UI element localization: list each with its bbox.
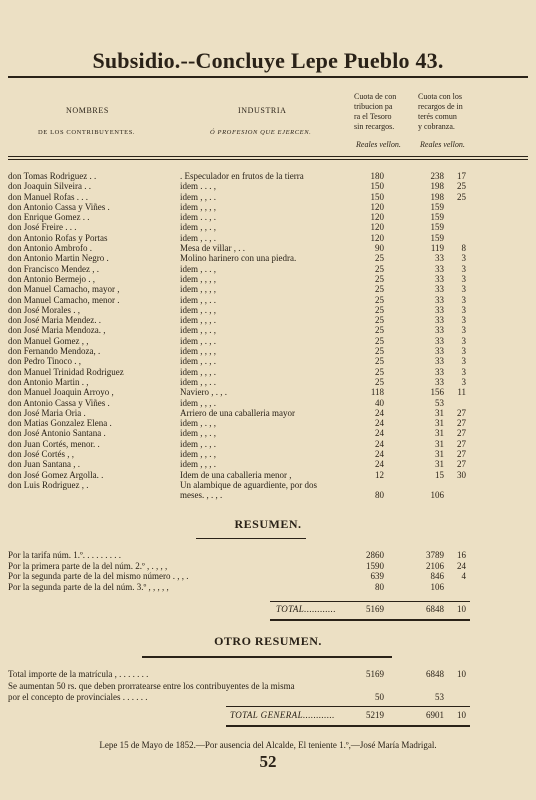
contributor-name: don Antonio Ambrofo . bbox=[8, 243, 93, 254]
cuota-cell: 25 bbox=[375, 273, 384, 284]
header-cuota1-line: tribucion pa bbox=[354, 102, 393, 111]
contributor-name: don Luis Rodriguez , . bbox=[8, 479, 89, 490]
recargo-cell: 31 bbox=[435, 428, 444, 439]
recargo-cell: 33 bbox=[435, 346, 444, 357]
recargo-cent-cell: 3 bbox=[461, 356, 466, 367]
header-reales-2: Reales vellon. bbox=[420, 140, 465, 149]
resumen-total-cuota: 5169 bbox=[366, 604, 384, 614]
otro-total-rule-top bbox=[226, 706, 470, 707]
contributor-name: don José Maria Mendez. . bbox=[8, 315, 101, 326]
recargo-cent-cell: 3 bbox=[461, 376, 466, 387]
header-industria-sub: Ó PROFESION QUE EJERCEN. bbox=[210, 129, 312, 136]
otro-total-rule-bottom bbox=[226, 725, 470, 727]
industry-cell: meses. , . , . bbox=[180, 490, 223, 501]
contributor-name: don Manuel Joaquin Arroyo , bbox=[8, 387, 114, 398]
recargo-cell: 33 bbox=[435, 315, 444, 326]
header-cuota2-line: y cobranza. bbox=[418, 122, 455, 131]
table-row bbox=[0, 459, 536, 469]
header-cuota2-line: recargos de in bbox=[418, 102, 463, 111]
industry-cell: idem , , , . bbox=[180, 397, 216, 408]
industry-cell: Un alambique de aguardiente, por dos bbox=[180, 479, 317, 490]
table-row bbox=[0, 233, 536, 243]
contributor-name: don José Cortés , , bbox=[8, 449, 74, 460]
table-row bbox=[0, 181, 536, 191]
contributor-name: don Juan Santana , . bbox=[8, 459, 80, 470]
cuota-cell: 25 bbox=[375, 315, 384, 326]
contributor-name: don Manuel Camacho, menor . bbox=[8, 294, 120, 305]
table-row bbox=[0, 449, 536, 459]
contributor-name: don Antonio Cassa y Viñes . bbox=[8, 397, 110, 408]
table-row bbox=[0, 418, 536, 428]
header-cuota2-line: terés comun bbox=[418, 112, 457, 121]
contributor-name: don José Maria Mendoza. , bbox=[8, 325, 106, 336]
industry-cell: idem , , . , bbox=[180, 222, 216, 233]
recargo-cell: 33 bbox=[435, 273, 444, 284]
cuota-cell: 12 bbox=[375, 469, 384, 480]
table-row bbox=[0, 470, 536, 480]
header-cuota1-line: ra el Tesoro bbox=[354, 112, 392, 121]
recargo-cent-cell: 11 bbox=[457, 387, 466, 398]
cuota-cell: 120 bbox=[370, 222, 384, 233]
contributor-name: don Manuel Rofas . . . bbox=[8, 191, 88, 202]
otro-resumen-row bbox=[0, 692, 536, 703]
otro-resumen-title-rule bbox=[142, 656, 392, 658]
header-cuota1-line: Cuota de con bbox=[354, 92, 397, 101]
industry-cell: Arriero de una caballeria mayor bbox=[180, 407, 295, 418]
recargo-cent-cell: 3 bbox=[461, 325, 466, 336]
resumen-title-rule bbox=[196, 538, 306, 539]
footer-signature: Lepe 15 de Mayo de 1852.—Por ausencia del Alcalde, El teniente 1.º,—José María Madrigal. bbox=[99, 740, 437, 750]
industry-cell: idem , . , . bbox=[180, 438, 216, 449]
resumen-row bbox=[0, 582, 536, 593]
table-row bbox=[0, 284, 536, 294]
table-row bbox=[0, 315, 536, 325]
industry-cell: idem , , , , bbox=[180, 284, 216, 295]
contributor-name: don José Maria Oria . bbox=[8, 407, 86, 418]
resumen-total-cent: 10 bbox=[457, 604, 466, 614]
recargo-cell: 33 bbox=[435, 284, 444, 295]
cuota-cell: 24 bbox=[375, 449, 384, 460]
cuota-cell: 25 bbox=[375, 346, 384, 357]
recargo-cell: 33 bbox=[435, 376, 444, 387]
otro-total-cent: 10 bbox=[457, 710, 466, 720]
otro-resumen-cuota: 5169 bbox=[366, 669, 384, 679]
cuota-cell: 150 bbox=[370, 181, 384, 192]
recargo-cell: 159 bbox=[430, 232, 444, 243]
table-row bbox=[0, 346, 536, 356]
resumen-total-label: TOTAL............ bbox=[276, 604, 336, 614]
cuota-cell: 120 bbox=[370, 212, 384, 223]
recargo-cell: 33 bbox=[435, 294, 444, 305]
contributor-name: don José Morales . , bbox=[8, 304, 80, 315]
contributor-name: don Pedro Tinoco . , bbox=[8, 356, 82, 367]
resumen-label: Por la primera parte de la del núm. 2.º , . , , , bbox=[8, 560, 168, 571]
resumen-row bbox=[0, 571, 536, 582]
industry-cell: idem , , , , bbox=[180, 273, 216, 284]
otro-total-row bbox=[0, 710, 536, 721]
otro-resumen-label: Total importe de la matrícula , . . . . . . . bbox=[8, 669, 149, 679]
otro-resumen-cuota: 50 bbox=[375, 692, 384, 702]
recargo-cent-cell: 25 bbox=[457, 191, 466, 202]
otro-resumen-label: por el concepto de provinciales . . . . . . bbox=[8, 692, 148, 702]
table-row bbox=[0, 243, 536, 253]
recargo-cent-cell: 3 bbox=[461, 294, 466, 305]
cuota-cell: 120 bbox=[370, 232, 384, 243]
contributor-name: don Antonio Cassa y Viñes . bbox=[8, 201, 110, 212]
table-row bbox=[0, 274, 536, 284]
resumen-title: RESUMEN. bbox=[234, 517, 302, 531]
table-row bbox=[0, 408, 536, 418]
otro-total-label: TOTAL GENERAL............ bbox=[230, 710, 335, 720]
table-row bbox=[0, 192, 536, 202]
header-cuota-con-recargos bbox=[418, 92, 480, 132]
table-row bbox=[0, 428, 536, 438]
resumen-recargo: 106 bbox=[430, 581, 444, 592]
recargo-cent-cell: 3 bbox=[461, 335, 466, 346]
recargo-cell: 31 bbox=[435, 418, 444, 429]
table-row bbox=[0, 202, 536, 212]
recargo-cell: 33 bbox=[435, 325, 444, 336]
recargo-cent-cell: 3 bbox=[461, 284, 466, 295]
contributor-name: don Tomas Rodriguez . . bbox=[8, 171, 97, 181]
contributor-name: don Fernando Mendoza, . bbox=[8, 346, 101, 357]
table-row bbox=[0, 367, 536, 377]
cuota-cell: 25 bbox=[375, 366, 384, 377]
resumen-cent: 16 bbox=[457, 550, 466, 560]
table-row bbox=[0, 356, 536, 366]
recargo-cell: 15 bbox=[435, 469, 444, 480]
resumen-cuota: 2860 bbox=[366, 550, 384, 560]
cuota-cell: 118 bbox=[370, 387, 384, 398]
recargo-cell: 198 bbox=[430, 191, 444, 202]
recargo-cell: 31 bbox=[435, 449, 444, 460]
recargo-cent-cell: 3 bbox=[461, 366, 466, 377]
recargo-cell: 156 bbox=[430, 387, 444, 398]
cuota-cell: 120 bbox=[370, 201, 384, 212]
cuota-cell: 25 bbox=[375, 376, 384, 387]
header-industria: INDUSTRIA bbox=[238, 106, 287, 115]
table-row bbox=[0, 171, 536, 181]
header-rule-2 bbox=[8, 159, 528, 160]
table-row bbox=[0, 222, 536, 232]
industry-cell: Naviero , . , . bbox=[180, 387, 227, 398]
cuota-cell: 24 bbox=[375, 459, 384, 470]
contributor-name: don José Freire . . . bbox=[8, 222, 77, 233]
resumen-row bbox=[0, 561, 536, 572]
cuota-cell: 25 bbox=[375, 356, 384, 367]
contributor-name: don José Gomez Argolla. . bbox=[8, 469, 104, 480]
cuota-cell: 24 bbox=[375, 418, 384, 429]
cuota-cell: 25 bbox=[375, 304, 384, 315]
table-row bbox=[0, 336, 536, 346]
table-row bbox=[0, 212, 536, 222]
resumen-total-recargo: 6848 bbox=[426, 604, 444, 614]
recargo-cell: 159 bbox=[430, 201, 444, 212]
contributor-name: don Francisco Mendez , . bbox=[8, 263, 99, 274]
cuota-cell: 25 bbox=[375, 335, 384, 346]
recargo-cell: 53 bbox=[435, 397, 444, 408]
recargo-cell: 33 bbox=[435, 253, 444, 264]
recargo-cent-cell: 3 bbox=[461, 304, 466, 315]
cuota-cell: 24 bbox=[375, 428, 384, 439]
otro-total-cuota: 5219 bbox=[366, 710, 384, 720]
recargo-cent-cell: 3 bbox=[461, 346, 466, 357]
cuota-cell: 180 bbox=[370, 171, 384, 181]
header-cuota2-line: Cuota con los bbox=[418, 92, 462, 101]
industry-cell: idem , , . , bbox=[180, 449, 216, 460]
cuota-cell: 25 bbox=[375, 284, 384, 295]
industry-cell: idem , , . , bbox=[180, 325, 216, 336]
recargo-cent-cell: 3 bbox=[461, 273, 466, 284]
recargo-cent-cell: 27 bbox=[457, 449, 466, 460]
header-reales-1: Reales vellon. bbox=[356, 140, 401, 149]
table-row bbox=[0, 295, 536, 305]
contributor-name: don Joaquin Silveira . . bbox=[8, 181, 91, 192]
otro-resumen-recargo: 6848 bbox=[426, 669, 444, 679]
recargo-cell: 159 bbox=[430, 222, 444, 233]
contributor-name: don Matias Gonzalez Elena . bbox=[8, 418, 112, 429]
header-cuota-sin-recargos bbox=[354, 92, 414, 132]
recargo-cell: 159 bbox=[430, 212, 444, 223]
resumen-label: Por la segunda parte de la del núm. 3.º , , , , , bbox=[8, 581, 169, 592]
recargo-cell: 106 bbox=[430, 490, 444, 501]
cuota-cell: 40 bbox=[375, 397, 384, 408]
otro-resumen-row bbox=[0, 669, 536, 680]
resumen-label: Por la tarifa núm. 1.º. . . . . . . . . bbox=[8, 550, 122, 560]
otro-total-recargo: 6901 bbox=[426, 710, 444, 720]
industry-cell: idem , , , , bbox=[180, 346, 216, 357]
industry-cell: idem , . , . bbox=[180, 335, 216, 346]
cuota-cell: 80 bbox=[375, 490, 384, 501]
industry-cell: idem , . , , bbox=[180, 304, 216, 315]
resumen-total-rule-top bbox=[270, 601, 470, 602]
table-row bbox=[0, 325, 536, 335]
otro-resumen-label: Se aumentan 50 rs. que deben prorratearse entre los contribuyentes de la misma bbox=[8, 680, 295, 691]
contributor-name: don José Antonio Santana . bbox=[8, 428, 106, 439]
header-cuota1-line: sin recargos. bbox=[354, 122, 395, 131]
table-row bbox=[0, 439, 536, 449]
otro-resumen-cent: 10 bbox=[457, 669, 466, 679]
industry-cell: idem . . , . bbox=[180, 212, 216, 223]
industry-cell: idem , , , . bbox=[180, 366, 216, 377]
contributor-name: don Antonio Martin . , bbox=[8, 376, 89, 387]
contributor-name: don Antonio Rofas y Portas bbox=[8, 232, 108, 243]
industry-cell: idem , , . . bbox=[180, 376, 216, 387]
table-row bbox=[0, 387, 536, 397]
industry-cell: idem . . . , bbox=[180, 181, 216, 192]
contributor-name: don Antonio Bermejo . , bbox=[8, 273, 95, 284]
recargo-cent-cell: 30 bbox=[457, 469, 466, 480]
contributor-name: don Manuel Trinidad Rodriguez bbox=[8, 366, 124, 377]
header-rule bbox=[8, 156, 528, 157]
resumen-cuota: 80 bbox=[375, 581, 384, 592]
recargo-cell: 31 bbox=[435, 459, 444, 470]
resumen-cent: 24 bbox=[457, 560, 466, 571]
cuota-cell: 150 bbox=[370, 191, 384, 202]
recargo-cell: 33 bbox=[435, 366, 444, 377]
otro-resumen-title: OTRO RESUMEN. bbox=[214, 634, 322, 648]
recargo-cent-cell: 27 bbox=[457, 407, 466, 418]
resumen-total-rule-bottom bbox=[270, 619, 470, 621]
industry-cell: . Especulador en frutos de la tierra bbox=[180, 171, 304, 181]
recargo-cell: 31 bbox=[435, 407, 444, 418]
resumen-total-row bbox=[0, 604, 536, 615]
recargo-cent-cell: 25 bbox=[457, 181, 466, 192]
contributor-name: don Antonio Martin Negro . bbox=[8, 253, 109, 264]
resumen-row bbox=[0, 550, 536, 561]
recargo-cent-cell: 27 bbox=[457, 459, 466, 470]
title-rule bbox=[8, 76, 528, 78]
resumen-label: Por la segunda parte de la del mismo número . , , . bbox=[8, 571, 189, 581]
recargo-cell: 119 bbox=[430, 243, 444, 254]
cuota-cell: 90 bbox=[375, 243, 384, 254]
industry-cell: idem , . . , bbox=[180, 263, 216, 274]
industry-cell: Idem de una caballeria menor , bbox=[180, 469, 292, 480]
resumen-recargo: 2106 bbox=[426, 560, 444, 571]
cuota-cell: 25 bbox=[375, 263, 384, 274]
recargo-cent-cell: 17 bbox=[457, 171, 466, 181]
recargo-cent-cell: 27 bbox=[457, 418, 466, 429]
contributor-name: don Manuel Camacho, mayor , bbox=[8, 284, 120, 295]
resumen-recargo: 3789 bbox=[426, 550, 444, 560]
recargo-cent-cell: 27 bbox=[457, 428, 466, 439]
recargo-cell: 238 bbox=[430, 171, 444, 181]
header-nombres: NOMBRES bbox=[66, 106, 109, 115]
industry-cell: Mesa de villar , . . bbox=[180, 243, 245, 254]
recargo-cent-cell: 3 bbox=[461, 263, 466, 274]
industry-cell: idem , , . , bbox=[180, 428, 216, 439]
otro-resumen-row bbox=[0, 681, 536, 692]
table-row bbox=[0, 253, 536, 263]
cuota-cell: 25 bbox=[375, 294, 384, 305]
table-row bbox=[0, 490, 536, 500]
otro-resumen-recargo: 53 bbox=[435, 692, 444, 702]
industry-cell: Molino harinero con una piedra. bbox=[180, 253, 297, 264]
contributor-name: don Juan Cortés, menor. . bbox=[8, 438, 100, 449]
industry-cell: idem , . , , bbox=[180, 418, 216, 429]
cuota-cell: 25 bbox=[375, 253, 384, 264]
recargo-cell: 33 bbox=[435, 263, 444, 274]
industry-cell: idem , . , . bbox=[180, 356, 216, 367]
recargo-cent-cell: 27 bbox=[457, 438, 466, 449]
cuota-cell: 24 bbox=[375, 438, 384, 449]
recargo-cell: 31 bbox=[435, 438, 444, 449]
table-row bbox=[0, 480, 536, 490]
recargo-cell: 33 bbox=[435, 335, 444, 346]
page-title: Subsidio.--Concluye Lepe Pueblo 43. bbox=[92, 48, 444, 73]
table-row bbox=[0, 398, 536, 408]
industry-cell: idem , , . . bbox=[180, 191, 216, 202]
header-nombres-sub: DE LOS CONTRIBUYENTES. bbox=[38, 129, 136, 136]
recargo-cell: 33 bbox=[435, 356, 444, 367]
table-row bbox=[0, 264, 536, 274]
resumen-cent: 4 bbox=[461, 571, 466, 581]
cuota-cell: 24 bbox=[375, 407, 384, 418]
industry-cell: idem , , , , bbox=[180, 201, 216, 212]
recargo-cell: 198 bbox=[430, 181, 444, 192]
resumen-cuota: 639 bbox=[370, 571, 384, 581]
resumen-cuota: 1590 bbox=[366, 560, 384, 571]
page-number: 52 bbox=[259, 752, 277, 771]
industry-cell: idem , , . . bbox=[180, 294, 216, 305]
contributor-name: don Enrique Gomez . . bbox=[8, 212, 90, 223]
industry-cell: idem , , , . bbox=[180, 315, 216, 326]
recargo-cent-cell: 8 bbox=[461, 243, 466, 254]
cuota-cell: 25 bbox=[375, 325, 384, 336]
recargo-cell: 33 bbox=[435, 304, 444, 315]
table-row bbox=[0, 305, 536, 315]
contributor-name: don Manuel Gomez , , bbox=[8, 335, 89, 346]
industry-cell: idem , . , . bbox=[180, 232, 216, 243]
table-row bbox=[0, 377, 536, 387]
recargo-cent-cell: 3 bbox=[461, 253, 466, 264]
recargo-cent-cell: 3 bbox=[461, 315, 466, 326]
industry-cell: idem , , , . bbox=[180, 459, 216, 470]
contributors-table bbox=[0, 171, 536, 501]
resumen-recargo: 846 bbox=[430, 571, 444, 581]
